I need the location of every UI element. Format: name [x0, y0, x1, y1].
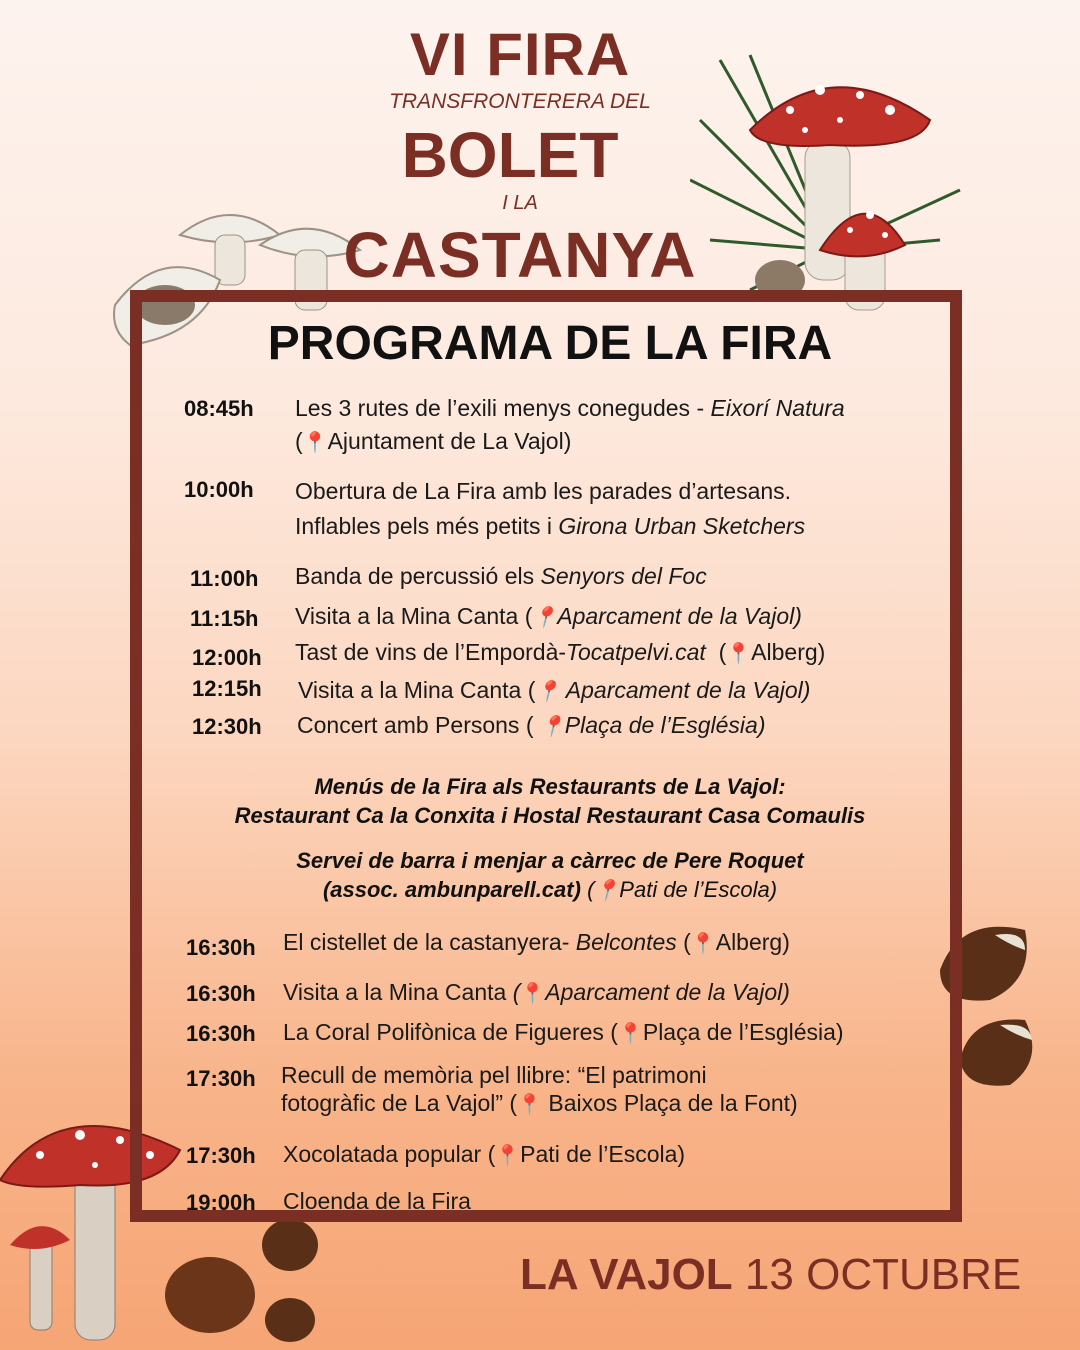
- time-1900: 19:00h: [186, 1190, 256, 1215]
- map-pin-icon: 📍: [520, 983, 546, 1005]
- list-item: Recull de memòria pel llibre: “El patrimoni fotogràfic de La Vajol” (📍 Baixos Plaça de la Font): [281, 1062, 798, 1116]
- program-title: PROGRAMA DE LA FIRA: [267, 317, 833, 370]
- map-pin-icon: 📍: [535, 681, 561, 703]
- list-item: Cloenda de la Fira: [283, 1188, 471, 1214]
- footer-place: LA VAJOL: [520, 1250, 733, 1299]
- chestnuts-bottom-illustration: [160, 1215, 360, 1350]
- time-1730-a: 17:30h: [186, 1066, 256, 1091]
- map-pin-icon: 📍: [302, 432, 328, 454]
- event-date-footer: [520, 1250, 1021, 1300]
- footer-date: 13 OCTUBRE: [744, 1250, 1022, 1299]
- time-1630-c: 16:30h: [186, 1021, 256, 1046]
- title-line-castanya: CASTANYA: [343, 219, 697, 291]
- map-pin-icon: 📍: [726, 643, 752, 665]
- map-pin-icon: 📍: [539, 716, 565, 738]
- time-1200: 12:00h: [192, 645, 262, 670]
- list-item: El cistellet de la castanyera- Belcontes (📍Alberg): [283, 929, 790, 955]
- list-item: Visita a la Mina Canta (📍Aparcament de la Vajol): [283, 979, 790, 1005]
- map-pin-icon: 📍: [594, 880, 620, 902]
- title-line-bolet: BOLET: [401, 119, 619, 191]
- map-pin-icon: 📍: [617, 1023, 643, 1045]
- map-pin-icon: 📍: [495, 1145, 521, 1167]
- title-line-vi-fira: VI FIRA: [409, 21, 631, 88]
- list-item: Banda de percussió els Senyors del Foc: [295, 563, 707, 589]
- time-1630-b: 16:30h: [186, 981, 256, 1006]
- map-pin-icon: 📍: [517, 1094, 542, 1116]
- bar-line-2: (assoc. ambunparell.cat) (📍Pati de l’Escola): [322, 877, 778, 902]
- list-item: La Coral Polifònica de Figueres (📍Plaça de l’Església): [283, 1019, 844, 1045]
- list-item: Visita a la Mina Canta (📍Aparcament de la Vajol): [295, 603, 802, 629]
- map-pin-icon: 📍: [532, 607, 558, 629]
- list-item: Les 3 rutes de l’exili menys conegudes - Eixorí Natura (📍Ajuntament de La Vajol): [295, 395, 845, 454]
- time-1000: 10:00h: [184, 477, 254, 502]
- title-line-i-la: I LA: [502, 192, 538, 214]
- poster-title: [0, 0, 1080, 290]
- title-line-transfronterera: TRANSFRONTERERA DEL: [389, 90, 651, 113]
- time-1230: 12:30h: [192, 714, 262, 739]
- menus-line-2: Restaurant Ca la Conxita i Hostal Restaurant Casa Comaulis: [234, 803, 866, 828]
- list-item: Concert amb Persons ( 📍Plaça de l’Església): [297, 712, 766, 738]
- time-1100: 11:00h: [190, 566, 259, 591]
- bar-line-1: Servei de barra i menjar a càrrec de Pere Roquet: [296, 848, 804, 873]
- list-item: Tast de vins de l’Empordà-Tocatpelvi.cat (📍Alberg): [295, 639, 826, 665]
- time-1215: 12:15h: [192, 676, 262, 701]
- time-1730-b: 17:30h: [186, 1143, 256, 1168]
- list-item: Obertura de La Fira amb les parades d’artesans. Inflables pels més petits i Girona Urban Sketchers: [295, 478, 806, 539]
- list-item: Xocolatada popular (📍Pati de l’Escola): [283, 1141, 686, 1167]
- time-1115: 11:15h: [190, 606, 259, 631]
- time-0845: 08:45h: [184, 396, 254, 421]
- map-pin-icon: 📍: [690, 933, 716, 955]
- list-item: Visita a la Mina Canta (📍 Aparcament de la Vajol): [298, 677, 811, 703]
- menus-line-1: Menús de la Fira als Restaurants de La Vajol:: [314, 774, 786, 799]
- time-1630-a: 16:30h: [186, 935, 256, 960]
